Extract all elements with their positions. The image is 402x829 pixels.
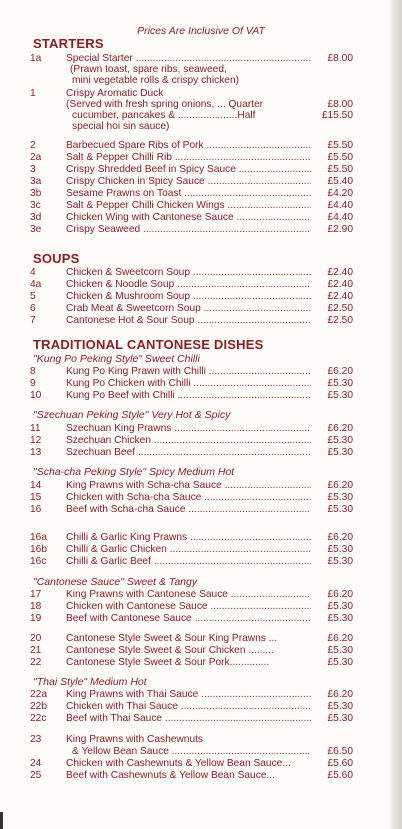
item-number: 6	[30, 303, 36, 314]
item-price: £5.30	[327, 601, 353, 612]
item-number: 1	[30, 88, 36, 99]
item-price: £5.30	[327, 390, 353, 401]
item-name: King Prawns with Thai Sauce .....	[66, 689, 311, 700]
menu-item	[30, 224, 353, 235]
item-name: Kung Po King Prawn with Chilli .....	[66, 366, 311, 377]
menu-item	[30, 734, 353, 745]
menu-item	[30, 53, 353, 64]
subheading-thai: "Thai Style" Medium Hot	[33, 676, 147, 688]
menu-item	[30, 613, 353, 624]
item-price: £8.00	[327, 53, 353, 64]
item-number: 16a	[30, 532, 47, 543]
item-price: £5.30	[327, 713, 353, 724]
item-price: £6.20	[327, 532, 353, 543]
item-number: 16b	[30, 544, 47, 555]
item-price: £2.50	[327, 315, 353, 326]
item-number: 13	[30, 447, 42, 458]
menu-item	[30, 291, 353, 302]
menu-item	[30, 645, 353, 656]
item-name: Kung Po Beef with Chilli .....	[66, 390, 311, 401]
item-number: 22c	[30, 713, 47, 724]
item-number: 17	[30, 589, 42, 600]
item-price: £5.30	[327, 613, 353, 624]
item-name: Sesame Prawns on Toast .....	[66, 188, 311, 199]
item-price: £5.40	[327, 176, 353, 187]
item-price: £2.90	[327, 224, 353, 235]
item-price: £6.20	[327, 423, 353, 434]
menu-item	[30, 423, 353, 434]
item-name: Szechuan Chicken .....	[66, 435, 311, 446]
item-number: 3d	[30, 212, 42, 223]
item-number: 3	[30, 164, 36, 175]
item-number: 3b	[30, 188, 42, 199]
subheading-kung-po: "Kung Po Peking Style" Sweet Chilli	[33, 353, 200, 365]
item-name: Salt & Pepper Chilli Chicken Wings .....	[66, 200, 311, 211]
item-price: £6.20	[327, 366, 353, 377]
item-name: Szechuan King Prawns .....	[66, 423, 311, 434]
menu-item	[30, 303, 353, 314]
menu-item	[30, 504, 353, 515]
subheading-cantonese-sauce: "Cantonese Sauce" Sweet & Tangy	[33, 576, 198, 588]
item-price: £5.50	[327, 164, 353, 175]
page-edge-shadow	[388, 0, 402, 829]
item-price: £4.20	[327, 188, 353, 199]
item-number: 25	[30, 770, 42, 781]
item-number: 4	[30, 267, 36, 278]
menu-item	[30, 589, 353, 600]
item-price: £5.30	[327, 701, 353, 712]
item-number: 16	[30, 504, 42, 515]
item-name: King Prawns with Scha-cha Sauce .....	[66, 480, 311, 491]
item-name: Cantonese Style Sweet & Sour King Prawns ...	[66, 633, 278, 644]
item-number: 22a	[30, 689, 47, 700]
section-heading-cantonese: TRADITIONAL CANTONESE DISHES	[33, 337, 264, 352]
item-price: £5.30	[327, 447, 353, 458]
item-price: £6.20	[327, 689, 353, 700]
item-number: 21	[30, 645, 42, 656]
item-price: £2.50	[327, 303, 353, 314]
item-number: 2	[30, 140, 36, 151]
item-description: mini vegetable rolls & crispy chicken)	[72, 75, 240, 86]
item-price: £5.30	[327, 378, 353, 389]
item-name: Salt & Pepper Chilli Rib .....	[66, 152, 311, 163]
item-price: £5.30	[327, 645, 353, 656]
item-name: Cantonese Style Sweet & Sour Chicken .........	[66, 645, 274, 656]
item-name: Chilli & Garlic Beef .....	[66, 556, 311, 567]
menu-item	[30, 164, 353, 175]
menu-item	[30, 212, 353, 223]
item-number: 7	[30, 315, 36, 326]
menu-item	[30, 713, 353, 724]
menu-item	[30, 601, 353, 612]
item-price: £6.20	[327, 633, 353, 644]
menu-item	[30, 267, 353, 278]
menu-item	[30, 200, 353, 211]
item-name: Chicken & Noodle Soup .....	[66, 279, 311, 290]
corner-mark	[0, 812, 3, 829]
item-number: 3c	[30, 200, 41, 211]
item-name: Kung Po Chicken with Chilli .....	[66, 378, 311, 389]
item-price: £4.40	[327, 212, 353, 223]
menu-item	[30, 492, 353, 503]
item-number: 16c	[30, 556, 47, 567]
item-name: Crispy Chicken in Spicy Sauce .....	[66, 176, 311, 187]
subheading-szechuan: "Szechuan Peking Style" Very Hot & Spicy	[33, 409, 231, 421]
item-name: Crispy Shredded Beef in Spicy Sauce .....	[66, 164, 311, 175]
item-name: Cantonese Style Sweet & Sour Pork..............	[66, 657, 270, 668]
item-name: Barbecued Spare Ribs of Pork .....	[66, 140, 311, 151]
item-name: Chicken & Mushroom Soup .....	[66, 291, 311, 302]
vat-note: Prices Are Inclusive Of VAT	[137, 25, 265, 37]
item-price: £6.50	[327, 746, 353, 757]
menu-item-continuation	[30, 746, 353, 757]
menu-item	[30, 140, 353, 151]
item-number: 20	[30, 633, 42, 644]
item-name: Chicken Wing with Cantonese Sauce .....	[66, 212, 311, 223]
item-name: Chicken with Thai Sauce .....	[66, 701, 311, 712]
item-name: Beef with Cashewnuts & Yellow Bean Sauce...	[66, 770, 275, 781]
item-number: 9	[30, 378, 36, 389]
item-name: Beef with Cantonese Sauce .....	[66, 613, 311, 624]
item-number: 15	[30, 492, 42, 503]
menu-item	[30, 279, 353, 290]
item-number: 10	[30, 390, 42, 401]
item-price: £2.40	[327, 267, 353, 278]
menu-item	[30, 390, 353, 401]
item-number: 18	[30, 601, 42, 612]
menu-item	[30, 176, 353, 187]
item-number: 24	[30, 758, 42, 769]
item-price-quarter: £8.00	[327, 99, 353, 110]
item-price: £5.30	[327, 657, 353, 668]
item-number: 22b	[30, 701, 47, 712]
item-price: £6.20	[327, 589, 353, 600]
menu-item	[30, 633, 353, 644]
item-name: & Yellow Bean Sauce .....	[72, 746, 311, 757]
item-price: £5.30	[327, 504, 353, 515]
item-price: £5.30	[327, 556, 353, 567]
menu-item	[30, 770, 353, 781]
menu-item	[30, 378, 353, 389]
item-price: £5.50	[327, 140, 353, 151]
item-description: special hoi sin sauce)	[72, 121, 170, 132]
item-name: Szechuan Beef .....	[66, 447, 311, 458]
menu-item	[30, 556, 353, 567]
item-number: 2a	[30, 152, 42, 163]
item-price: £6.20	[327, 480, 353, 491]
item-number: 4a	[30, 279, 42, 290]
item-name: Chicken with Cantonese Sauce .....	[66, 601, 311, 612]
item-price: £4.40	[327, 200, 353, 211]
item-name: King Prawns with Cantonese Sauce .....	[66, 589, 311, 600]
menu-item	[30, 435, 353, 446]
menu-item	[30, 480, 353, 491]
item-price: £5.30	[327, 492, 353, 503]
menu-item	[30, 366, 353, 377]
item-name: Special Starter .....	[66, 53, 311, 64]
item-name: Chicken & Sweetcorn Soup .....	[66, 267, 311, 278]
menu-item	[30, 758, 353, 769]
item-price: £5.60	[327, 758, 353, 769]
menu-item	[30, 188, 353, 199]
section-heading-soups: SOUPS	[33, 251, 80, 266]
item-name: King Prawns with Cashewnuts	[66, 734, 204, 745]
item-name: Chicken with Scha-cha Sauce .....	[66, 492, 311, 503]
subheading-schacha: "Scha-cha Peking Style" Spicy Medium Hot	[33, 466, 235, 478]
item-price: £5.50	[327, 152, 353, 163]
item-price: £5.30	[327, 435, 353, 446]
item-number: 11	[30, 423, 41, 434]
item-number: 22	[30, 657, 42, 668]
menu-item	[30, 701, 353, 712]
item-number: 23	[30, 734, 42, 745]
menu-item	[30, 152, 353, 163]
item-number: 3a	[30, 176, 42, 187]
item-number: 12	[30, 435, 42, 446]
item-name: Crab Meat & Sweetcorn Soup .....	[66, 303, 311, 314]
item-number: 5	[30, 291, 36, 302]
item-price: £2.40	[327, 291, 353, 302]
menu-item	[30, 657, 353, 668]
item-description: (Prawn toast, spare ribs, seaweed,	[70, 64, 227, 75]
item-name: Chilli & Garlic Chicken .....	[66, 544, 311, 555]
item-price: £5.60	[327, 770, 353, 781]
item-price: £2.40	[327, 279, 353, 290]
item-name: Cantonese Hot & Sour Soup .....	[66, 315, 311, 326]
section-heading-starters: STARTERS	[33, 36, 104, 51]
item-description: (Served with fresh spring onions, ... Quarter	[66, 99, 264, 110]
item-name: Beef with Scha-cha Sauce .....	[66, 504, 311, 515]
menu-item	[30, 315, 353, 326]
menu-item	[30, 544, 353, 555]
item-name: Beef with Thai Sauce .....	[66, 713, 311, 724]
item-number: 1a	[30, 53, 42, 64]
menu-item	[30, 88, 353, 99]
item-number: 14	[30, 480, 42, 491]
menu-item	[30, 689, 353, 700]
item-name: Chicken with Cashewnuts & Yellow Bean Sauce...	[66, 758, 291, 769]
item-number: 3e	[30, 224, 42, 235]
item-name: Crispy Aromatic Duck	[66, 88, 164, 99]
menu-item	[30, 447, 353, 458]
item-number: 19	[30, 613, 42, 624]
menu-item	[30, 532, 353, 543]
item-name: Chilli & Garlic King Prawns .....	[66, 532, 311, 543]
item-number: 8	[30, 366, 36, 377]
item-price-half: £15.50	[321, 110, 353, 121]
item-price: £5.30	[327, 544, 353, 555]
item-description: cucumber, pancakes & .....................Half	[72, 110, 256, 121]
item-name: Crispy Seaweed .....	[66, 224, 311, 235]
